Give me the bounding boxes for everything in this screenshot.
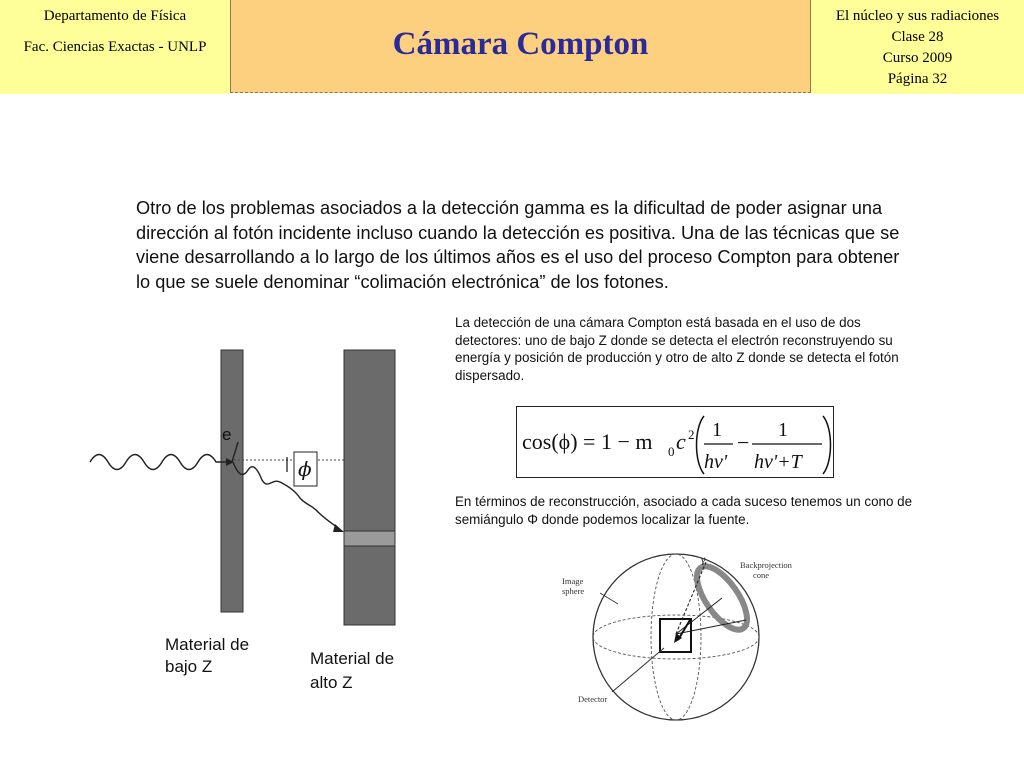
image-sphere-label-1: Image <box>562 576 584 586</box>
fraction2-denominator: hv'+T <box>754 451 802 473</box>
equation-m-subscript: 0 <box>668 444 675 459</box>
incident-photon-path <box>90 455 226 470</box>
backprojection-label-2: cone <box>753 570 770 580</box>
equation-box <box>516 406 834 478</box>
low-z-detector <box>221 350 243 612</box>
high-z-detector <box>344 350 395 625</box>
electron-label: e <box>222 425 232 444</box>
gamma-label: γ <box>700 555 706 566</box>
low-z-label-line2: bajo Z <box>165 657 213 676</box>
slide-title: Cámara Compton <box>392 26 649 62</box>
scattered-photon-path <box>233 462 338 528</box>
phi-label: ϕ <box>298 457 312 481</box>
equation-c-superscript: 2 <box>688 427 695 442</box>
image-sphere-label-2: sphere <box>562 586 585 596</box>
equation-minus: − <box>737 430 750 455</box>
high-z-interaction-band <box>344 531 395 546</box>
detection-paragraph: La detección de una cámara Compton está basada en el uso de dos detectores: uno de bajo Z donde se detecta el electrón reconstruyendo su energía y posición de producción y otro de alto Z donde se detecta el fotón dispersado. <box>455 315 899 383</box>
class-number: Clase 28 <box>891 29 944 45</box>
equation-c: c <box>676 429 686 454</box>
detector-label: Detector <box>578 694 608 704</box>
intro-paragraph: Otro de los problemas asociados a la detección gamma es la dificultad de poder asignar una dirección al fotón incidente incluso cuando la detección es positiva. Una de las técnicas que se viene desarrollando a lo largo de los últimos años es el uso del proceso Compton para obtener lo que se suele denominar “colimación electrónica” de los fotones. <box>136 198 900 292</box>
fraction1-denominator: hv' <box>704 451 728 473</box>
course-year: Curso 2009 <box>882 50 953 66</box>
fraction1-numerator: 1 <box>712 419 722 441</box>
page-number: Página 32 <box>887 71 948 87</box>
department-label: Departamento de Física <box>43 8 187 24</box>
fraction2-numerator: 1 <box>778 419 788 441</box>
reconstruction-paragraph: En términos de reconstrucción, asociado a cada suceso tenemos un cono de semiángulo Φ donde podemos localizar la fuente. <box>455 494 913 527</box>
backprojection-label-1: Backprojection <box>740 560 792 570</box>
course-topic: El núcleo y sus radiaciones <box>835 8 1000 24</box>
detector-leader-line <box>612 648 664 692</box>
faculty-label: Fac. Ciencias Exactas - UNLP <box>23 39 207 55</box>
high-z-label-line2: alto Z <box>310 673 353 692</box>
equation-lhs: cos(ϕ) = 1 − m <box>522 429 653 454</box>
low-z-label-line1: Material de <box>165 635 250 654</box>
high-z-label-line1: Material de <box>310 649 395 668</box>
